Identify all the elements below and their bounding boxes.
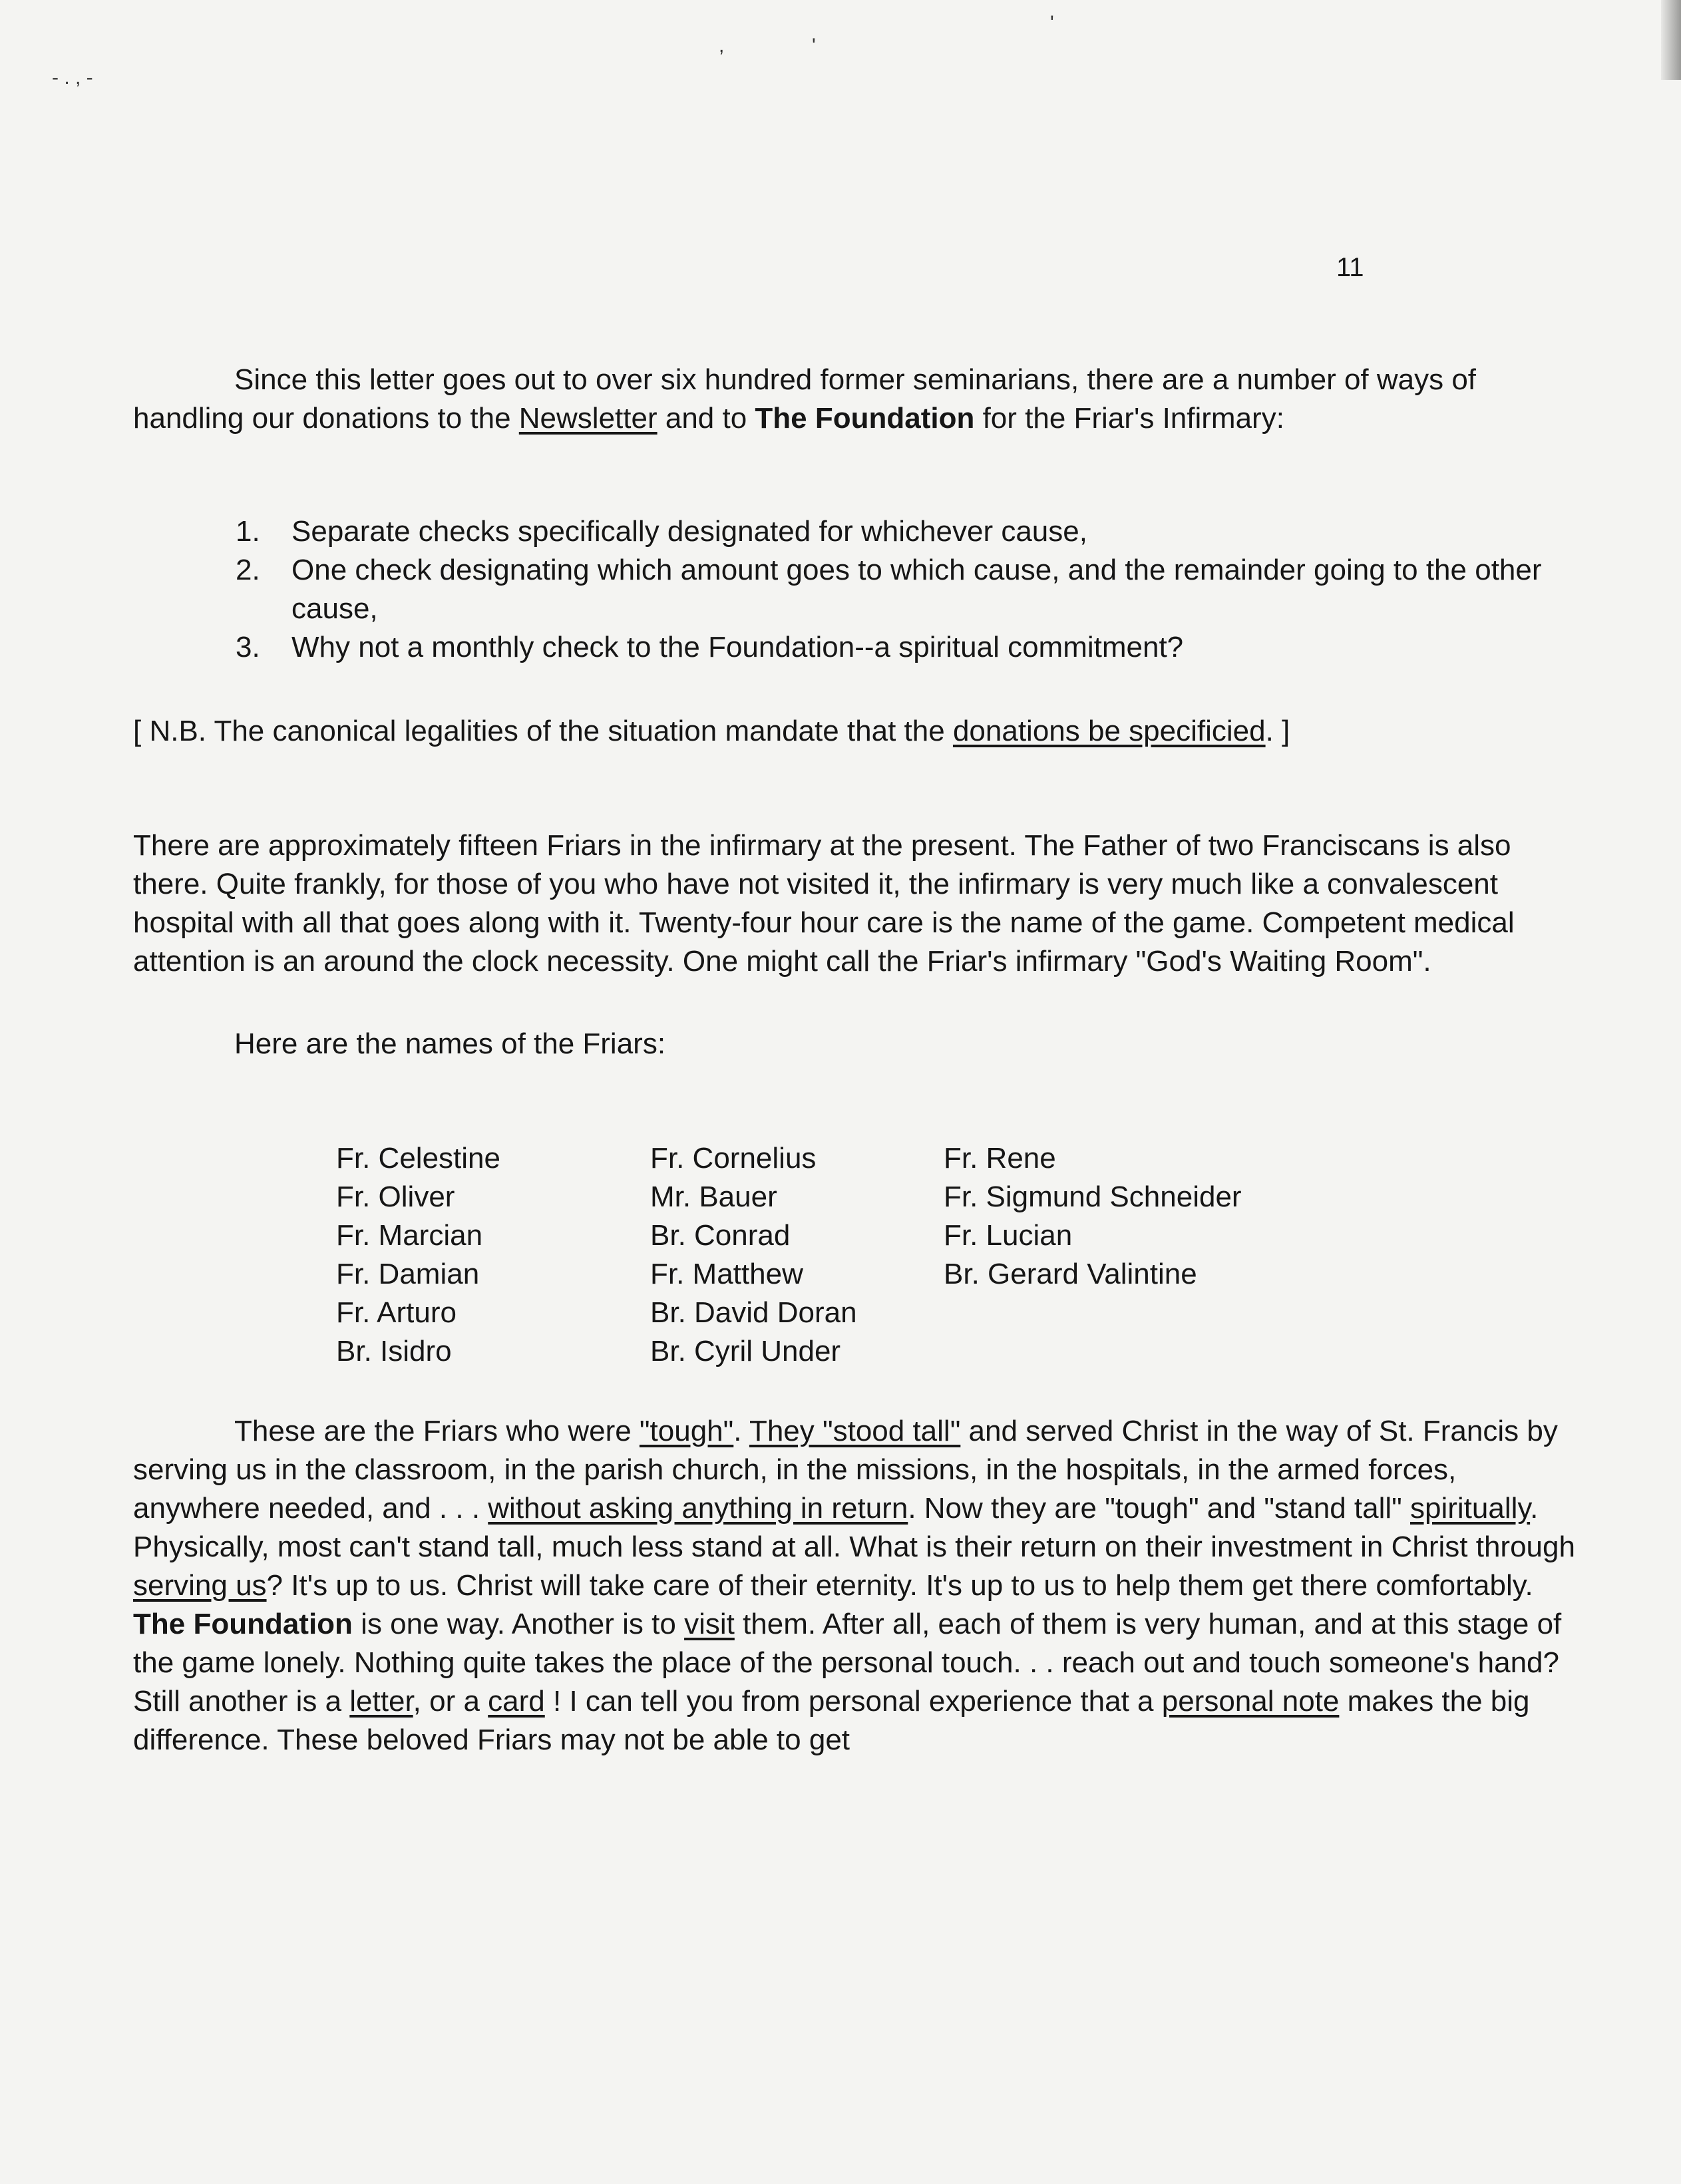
friar-name: Fr. Arturo xyxy=(336,1296,457,1329)
friar-name: Mr. Bauer xyxy=(650,1181,777,1213)
scan-mark: , xyxy=(719,35,725,57)
page-edge-shadow xyxy=(1661,0,1681,80)
intro-paragraph: Since this letter goes out to over six hundred former seminarians, there are a number of ways of handling our donations to the Newsletter and to The Foundation for the Friar's Infirmary: xyxy=(133,363,1477,435)
page-number: 11 xyxy=(1336,253,1364,282)
friar-name: Br. Gerard Valintine xyxy=(944,1258,1197,1290)
friar-name: Fr. Marcian xyxy=(336,1219,483,1252)
scan-mark: ' xyxy=(1050,12,1054,34)
friar-name: Fr. Lucian xyxy=(944,1219,1073,1252)
friar-name: Fr. Damian xyxy=(336,1258,480,1290)
friar-name: Fr. Oliver xyxy=(336,1181,455,1213)
newsletter-term: Newsletter xyxy=(518,402,657,435)
friar-name: Fr. Matthew xyxy=(650,1258,803,1290)
friar-name: Br. Cyril Under xyxy=(650,1335,841,1367)
closing-paragraph: These are the Friars who were "tough". They "stood tall" and served Christ in the way of St. Francis by serving us in the classroom, in the parish church, in the missions, in the hospitals, in the armed forces, anywhere needed, and . . . without asking anything in return. Now they are "tough" and "stand tall" spiritually. Physically, most can't stand tall, much less stand at all. What is their return on their investment in Christ through serving us? It's up to us. Christ will take care of their eternity. It's up to us to help them get there comfortably. The Foundation is one way. Another is to visit them. After all, each of them is very human, and at this stage of the game lonely. Nothing quite takes the place of the personal touch. . . reach out and touch someone's hand? Still another is a letter, or a card ! I can tell you from personal experience that a personal note makes the big difference. These beloved Friars may not be able to get xyxy=(133,1415,1575,1756)
friar-name: Br. Conrad xyxy=(650,1219,791,1252)
list-item: 1. Separate checks specifically designated for whichever cause, xyxy=(236,515,1087,548)
friar-name: Fr. Rene xyxy=(944,1142,1056,1175)
friar-name: Fr. Celestine xyxy=(336,1142,500,1175)
nb-note: [ N.B. The canonical legalities of the situation mandate that the donations be specificied. ] xyxy=(133,715,1290,747)
friar-name: Fr. Sigmund Schneider xyxy=(944,1181,1242,1213)
scan-mark: - . , - xyxy=(52,67,93,89)
friar-names-column-2 xyxy=(650,1139,857,1371)
friar-name: Br. David Doran xyxy=(650,1296,857,1329)
friar-names-column-1 xyxy=(336,1139,500,1371)
infirmary-paragraph: There are approximately fifteen Friars in the infirmary at the present. The Father of two Franciscans is also there. Quite frankly, for those of you who have not visited it, the infirmary is very much like a convalescent hospital with all that goes along with it. Twenty-four hour care is the name of the game. Competent medical attention is an around the clock necessity. One might call the Friar's infirmary "God's Waiting Room". xyxy=(133,829,1515,978)
scan-mark: ' xyxy=(812,35,816,57)
donation-options-list xyxy=(236,512,1553,667)
friar-name: Br. Isidro xyxy=(336,1335,452,1367)
friar-names-column-3 xyxy=(944,1139,1242,1294)
nb-underlined: donations be specificied xyxy=(952,715,1266,747)
friar-name: Fr. Cornelius xyxy=(650,1142,817,1175)
list-item: 3. Why not a monthly check to the Foundation--a spiritual commitment? xyxy=(236,631,1184,663)
list-item: 2. One check designating which amount goes to which cause, and the remainder going to the other cause, xyxy=(236,554,1542,625)
foundation-term: The Foundation xyxy=(755,402,975,435)
names-intro: Here are the names of the Friars: xyxy=(234,1027,666,1060)
